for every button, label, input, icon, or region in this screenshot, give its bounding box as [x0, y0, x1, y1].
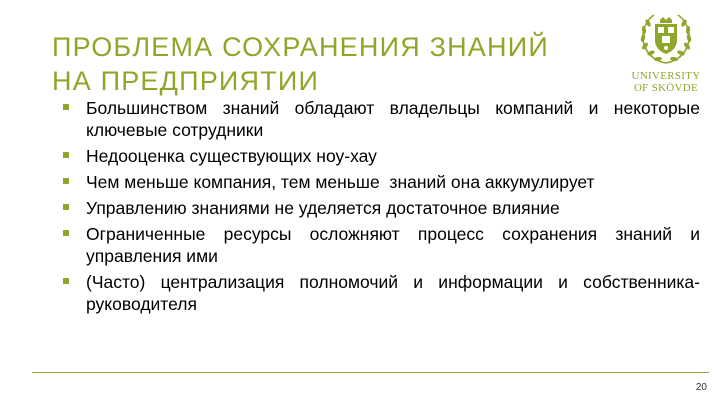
- bullet-item: [60, 171, 700, 193]
- page-number: 20: [695, 382, 707, 393]
- bullet-text: (Часто) централизация полномочий и информации и собственника-руководителя: [86, 272, 700, 314]
- bullet-text: Управлению знаниями не уделяется достаточное влияние: [86, 198, 560, 218]
- university-logo: [624, 10, 708, 96]
- bullet-marker-icon: [63, 230, 69, 236]
- bullet-item: [60, 145, 700, 167]
- bullet-marker-icon: [63, 204, 69, 210]
- bullet-text: Ограниченные ресурсы осложняют процесс сохранения знаний и управления ими: [86, 224, 700, 266]
- footer-divider: [32, 372, 709, 373]
- bullet-marker-icon: [63, 278, 69, 284]
- slide-title-line-1: ПРОБЛЕМА СОХРАНЕНИЯ ЗНАНИЙ: [52, 32, 549, 62]
- bullet-text: Большинством знаний обладают владельцы компаний и некоторые ключевые сотрудники: [86, 98, 700, 140]
- bullet-list: [60, 97, 700, 319]
- slide-title: [52, 30, 612, 98]
- laurel-crest-icon: [636, 10, 696, 68]
- bullet-text: Чем меньше компания, тем меньше знаний она аккумулирует: [86, 172, 595, 192]
- university-name-line-2: OF SKÖVDE: [633, 82, 699, 94]
- bullet-item: [60, 97, 700, 141]
- bullet-marker-icon: [63, 104, 69, 110]
- slide-title-line-2: НА ПРЕДПРИЯТИИ: [52, 66, 320, 96]
- bullet-marker-icon: [63, 152, 69, 158]
- bullet-item: [60, 271, 700, 315]
- university-name-line-1: UNIVERSITY: [631, 70, 701, 82]
- bullet-item: [60, 223, 700, 267]
- bullet-marker-icon: [63, 178, 69, 184]
- bullet-text: Недооценка существующих ноу-хау: [86, 146, 377, 166]
- bullet-item: [60, 197, 700, 219]
